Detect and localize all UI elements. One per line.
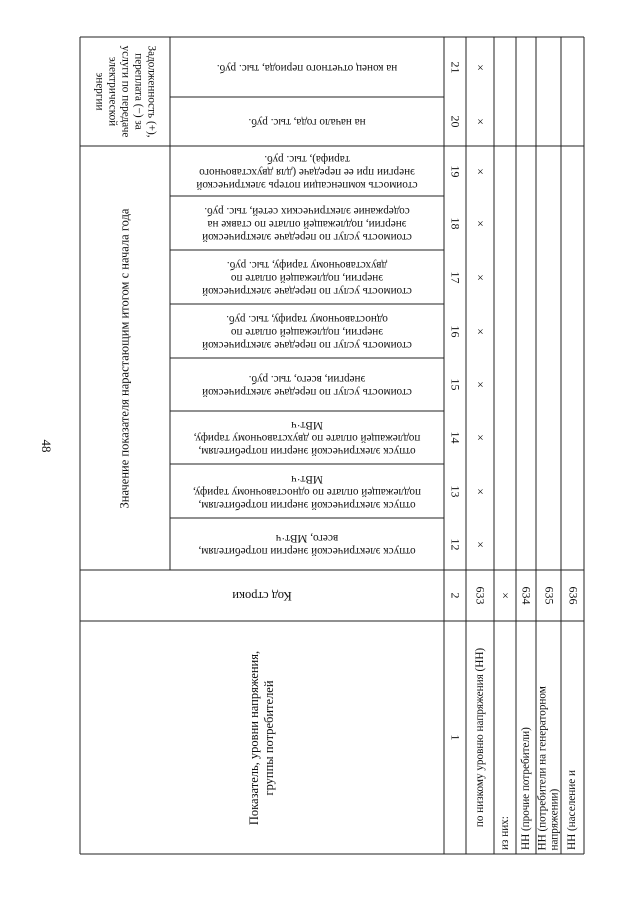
col-13-header: отпуск электрической энергии потребителям, подлежащей оплате по одноставочному тарифу, МВт·ч: [193, 472, 421, 511]
row-subset-label: из них:: [498, 816, 511, 850]
row-634-label: НН (прочие потребители): [519, 727, 532, 850]
indicator-header: Показатель, уровни напряжения, группы потребителей: [247, 650, 276, 825]
col-num-19: 19: [448, 165, 463, 177]
row-633-col-18: ×: [473, 219, 488, 227]
code-header: Код строки: [232, 589, 292, 603]
col-num-15: 15: [448, 378, 463, 391]
col-19-header: стоимость компенсации потерь электрической энергии при ее передаче (для двухставочного тарифа), тыс. руб.: [196, 152, 418, 191]
row-633-col-19: ×: [473, 167, 488, 175]
row-633-col-16: ×: [473, 327, 488, 335]
debt-header-cell: [80, 37, 170, 146]
row-633-col-15: ×: [473, 381, 488, 388]
row-636-label: НН (население и: [566, 770, 578, 850]
col-15-header: стоимость услуг по передаче электрической энергии, всего, тыс. руб.: [202, 372, 412, 398]
row-636-code: 636: [566, 586, 580, 605]
page-number: 48: [39, 439, 54, 453]
col-14-header: отпуск электрической энергии потребителям, подлежащей оплате по двухставочному тарифу, МВт·ч: [193, 419, 421, 457]
value-group-header: Значение показателя нарастающим итогом с начала года: [117, 208, 132, 508]
row-633-code: 633: [473, 586, 488, 605]
col-21-header: на конец отчетного периода, тыс. руб.: [216, 61, 398, 74]
debt-header: Задолженность (+), переплата (−) за услуги по передаче электрической энергии: [93, 45, 158, 138]
row-633-col-14: ×: [473, 434, 488, 441]
col-num-21: 21: [448, 61, 463, 73]
row-633-col-13: ×: [473, 487, 488, 495]
col-17-header: стоимость услуг по передаче электрической энергии, подлежащей оплате по двухставочному тарифу, тыс. руб.: [202, 258, 412, 297]
col-num-20: 20: [448, 115, 463, 128]
col-16-header: стоимость услуг по передаче электрической энергии, подлежащей оплате по одноставочному тарифу, тыс. руб.: [202, 312, 412, 351]
row-subset-code: ×: [498, 592, 513, 599]
row-633-col-12: ×: [473, 540, 488, 548]
value-group-header-cell: [80, 146, 170, 570]
col-num-18: 18: [448, 217, 463, 229]
col-num-16: 16: [448, 325, 463, 337]
row-633-col-17: ×: [473, 273, 488, 281]
indicator-header-cell: [80, 621, 444, 854]
row-634-code: 634: [519, 586, 534, 605]
row-633-col-20: ×: [473, 118, 488, 125]
col-num-1: 1: [448, 734, 463, 741]
col-18-header: стоимость услуг по передаче электрической энергии, подлежащей оплате по ставке на содержание электрических сетей, тыс. руб.: [202, 204, 412, 243]
col-num-12: 12: [448, 538, 463, 550]
row-635-code: 635: [542, 586, 556, 605]
col-num-17: 17: [448, 271, 463, 283]
col-num-14: 14: [448, 431, 463, 444]
col-12-header: отпуск электрической энергии потребителям, всего, МВт·ч: [198, 532, 416, 557]
col-num-13: 13: [448, 485, 463, 497]
row-633-label: по низкому уровню напряжения (НН): [473, 647, 486, 828]
row-633-col-21: ×: [473, 63, 488, 71]
row-635-label: НН (потребители на генераторном напряжении): [536, 685, 561, 850]
col-num-2: 2: [448, 592, 463, 599]
col-20-header: на начало года, тыс. руб.: [248, 116, 366, 128]
